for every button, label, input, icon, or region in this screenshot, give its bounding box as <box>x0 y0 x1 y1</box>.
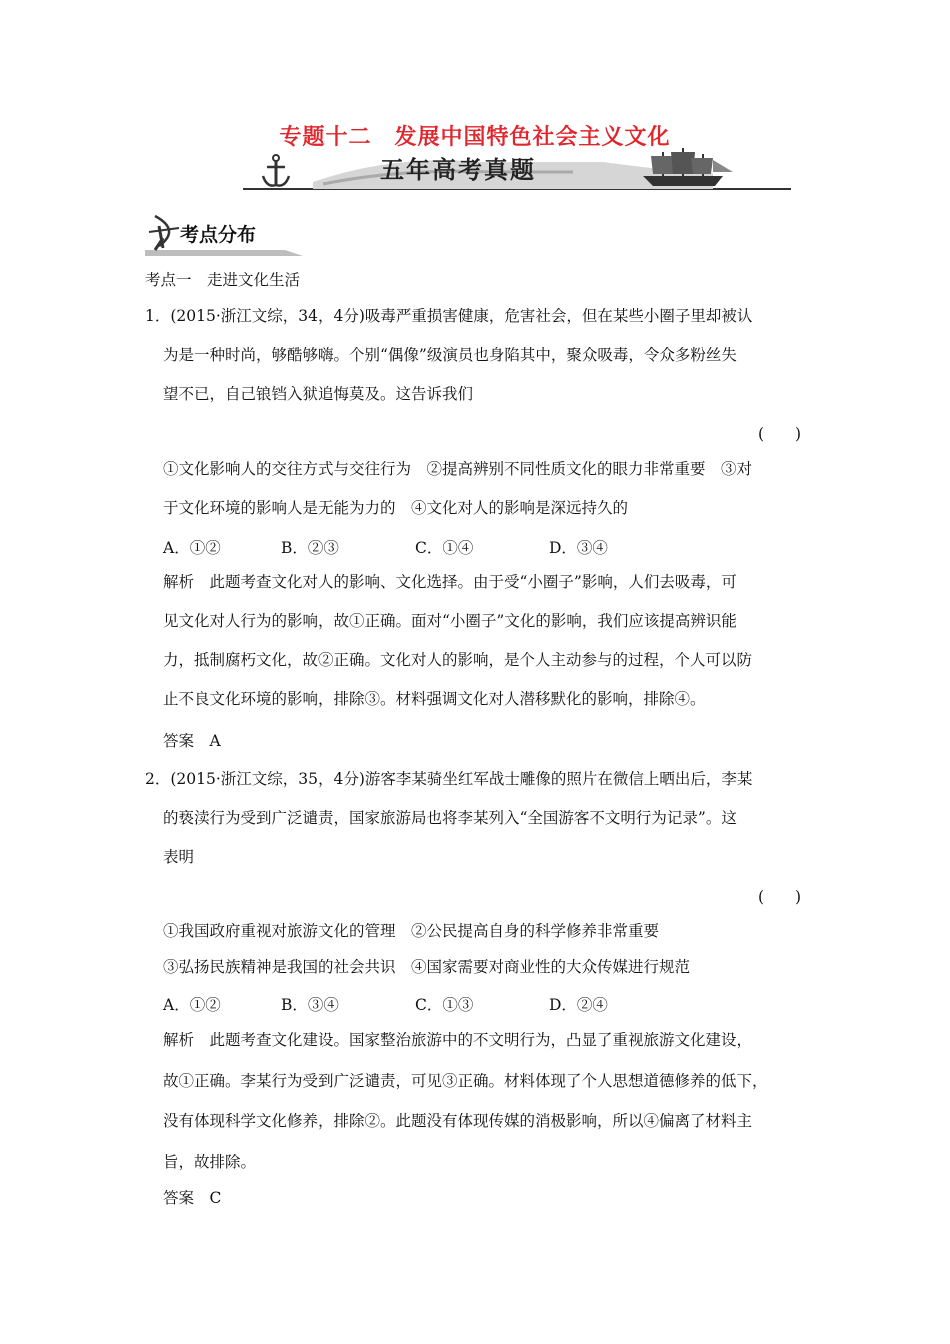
q1-stem-line: 为是一种时尚，够酷够嗨。个别“偶像”级演员也身陷其中，聚众吸毒，令众多粉丝失 <box>163 346 737 364</box>
q1-analysis-line: 见文化对人行为的影响，故①正确。面对“小圈子”文化的影响，我们应该提高辨识能 <box>163 612 737 630</box>
q1-stem-line: 望不已，自己锒铛入狱追悔莫及。这告诉我们 <box>163 385 474 403</box>
q1-analysis-line: 止不良文化环境的影响，排除③。材料强调文化对人潜移默化的影响，排除④。 <box>163 690 706 708</box>
q2-stem-line: 2．(2015·浙江文综，35，4分)游客李某骑坐红军战士雕像的照片在微信上晒出后，李某 <box>145 770 753 788</box>
topic-heading: 考点一 走进文化生活 <box>145 271 301 289</box>
anchor-icon <box>263 155 289 186</box>
q1-option-a: A．①② <box>163 539 221 557</box>
sailing-ship-icon <box>643 148 733 186</box>
q2-stem-line: 的亵渎行为受到广泛谴责，国家旅游局也将李某列入“全国游客不文明行为记录”。这 <box>163 809 737 827</box>
q1-option-c: C．①④ <box>415 539 474 557</box>
archer-icon <box>149 216 179 250</box>
q2-statement-line: ③弘扬民族精神是我国的社会共识 ④国家需要对商业性的大众传媒进行规范 <box>163 958 691 976</box>
q2-option-a: A．①② <box>163 996 221 1014</box>
q1-statement-line: ①文化影响人的交往方式与交往行为 ②提高辨别不同性质文化的眼力非常重要 ③对 <box>163 460 753 478</box>
q2-statement-line: ①我国政府重视对旅游文化的管理 ②公民提高自身的科学修养非常重要 <box>163 922 660 940</box>
section-heading: 考点分布 <box>180 224 257 246</box>
q2-analysis-line: 没有体现科学文化修养，排除②。此题没有体现传媒的消极影响，所以④偏离了材料主 <box>163 1112 753 1130</box>
q2-option-d: D．②④ <box>549 996 608 1014</box>
q2-answer-blank: ( ) <box>758 888 802 906</box>
page-title: 专题十二 发展中国特色社会主义文化 <box>279 125 671 150</box>
q2-options <box>163 993 608 1015</box>
q2-stem-line: 表明 <box>163 848 195 866</box>
q1-analysis-line: 力，抵制腐朽文化，故②正确。文化对人的影响，是个人主动参与的过程，个人可以防 <box>163 651 753 669</box>
q1-option-b: B．②③ <box>281 539 339 557</box>
q1-statement-line: 于文化环境的影响人是无能为力的 ④文化对人的影响是深远持久的 <box>163 499 629 517</box>
q1-options <box>163 536 608 558</box>
q2-analysis-line: 解析 此题考查文化建设。国家整治旅游中的不文明行为，凸显了重视旅游文化建设， <box>163 1031 753 1049</box>
q1-answer-blank: ( ) <box>758 425 802 443</box>
q2-answer: 答案 C <box>163 1189 222 1207</box>
q2-option-c: C．①③ <box>415 996 474 1014</box>
q2-option-b: B．③④ <box>281 996 339 1014</box>
q1-analysis-line: 解析 此题考查文化对人的影响、文化选择。由于受“小圈子”影响，人们去吸毒，可 <box>163 573 737 591</box>
q1-option-d: D．③④ <box>549 539 608 557</box>
q1-stem-line: 1．(2015·浙江文综，34，4分)吸毒严重损害健康，危害社会，但在某些小圈子里却被认 <box>145 307 753 325</box>
q1-answer: 答案 A <box>163 732 221 750</box>
banner-title: 五年高考真题 <box>380 156 536 184</box>
q2-analysis-line: 故①正确。李某行为受到广泛谴责，可见③正确。材料体现了个人思想道德修养的低下， <box>163 1072 768 1090</box>
q2-analysis-line: 旨，故排除。 <box>163 1153 257 1171</box>
